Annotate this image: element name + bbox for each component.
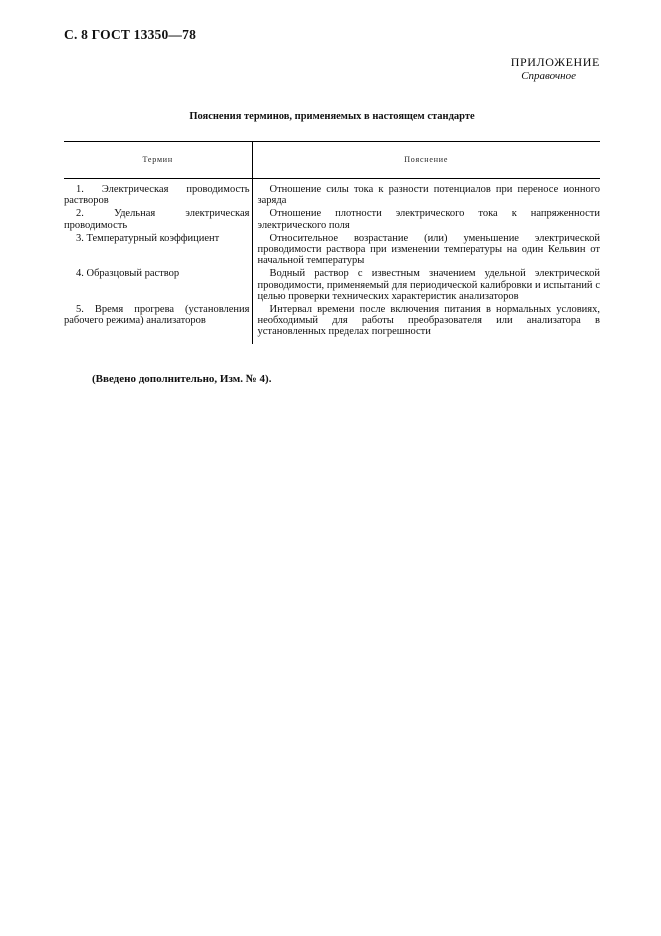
column-header-term: Термин	[64, 142, 252, 179]
explanation-cell: Относительное возрастание (или) уменьшение электрической проводимости раствора при изменении температуры на один Кельвин от начальной температуры	[257, 232, 600, 267]
appendix-label	[511, 55, 600, 82]
table-header-row	[64, 142, 600, 179]
term-cell: 3. Температурный коэффициент	[64, 231, 252, 267]
term-cell: 1. Электрическая проводимость растворов	[64, 179, 252, 207]
explanation-cell: Интервал времени после включения питания в нормальных условиях, необходимый для работы преобразователя или анализатора в установленных пределах погрешности	[257, 304, 600, 338]
explanation-cell: Водный раствор с известным значением удельной электрической проводимости, применяемый для периодической калибровки и испытаний с целью проверки технических характеристик анализаторов	[257, 268, 600, 302]
table-row	[64, 266, 600, 302]
term-cell: 2. Удельная электрическая проводимость	[64, 206, 252, 230]
term-cell: 5. Время прогрева (установления рабочего режима) анализаторов	[64, 302, 252, 344]
appendix-title: ПРИЛОЖЕНИЕ	[510, 55, 600, 69]
table-title: Пояснения терминов, применяемых в настоящем стандарте	[189, 111, 475, 122]
explanation-cell: Отношение силы тока к разности потенциалов при переносе ионного заряда	[257, 184, 600, 207]
table-row	[64, 231, 600, 267]
table-row	[64, 179, 600, 207]
table-row	[64, 206, 600, 230]
explanation-cell: Отношение плотности электрического тока к напряженности электрического поля	[257, 208, 600, 231]
column-header-explanation: Пояснение	[252, 142, 600, 179]
term-cell: 4. Образцовый раствор	[64, 266, 252, 302]
terms-table	[64, 141, 600, 344]
amendment-note: (Введено дополнительно, Изм. № 4).	[92, 373, 272, 385]
page-header: С. 8 ГОСТ 13350—78	[64, 27, 197, 42]
table-row	[64, 302, 600, 344]
appendix-subtitle: Справочное	[521, 70, 576, 82]
